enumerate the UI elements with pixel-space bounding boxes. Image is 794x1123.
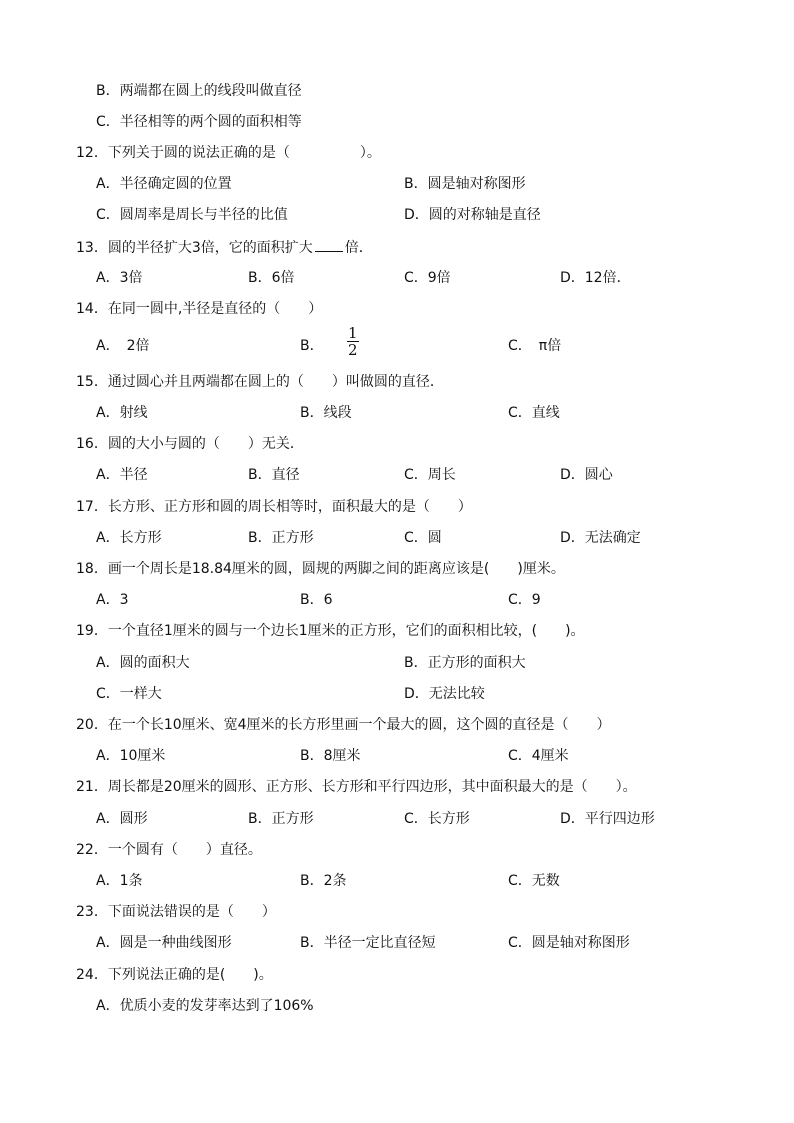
q20-option-a: A．10厘米 bbox=[96, 748, 166, 764]
q13-option-a: A．3倍 bbox=[96, 270, 143, 286]
q20-option-b: B．8厘米 bbox=[300, 748, 361, 764]
q23-option-b: B．半径一定比直径短 bbox=[300, 935, 436, 951]
q17-option-b: B．正方形 bbox=[248, 530, 314, 546]
q24-stem: 24．下列说法正确的是( )。 bbox=[76, 967, 273, 983]
q21-option-d: D．平行四边形 bbox=[560, 811, 655, 827]
q13-option-b: B．6倍 bbox=[248, 270, 295, 286]
q11-option-b: B．两端都在圆上的线段叫做直径 bbox=[96, 83, 302, 99]
q18-stem: 18．画一个周长是18.84厘米的圆，圆规的两脚之间的距离应该是( )厘米。 bbox=[76, 561, 565, 577]
q15-stem: 15．通过圆心并且两端都在圆上的（ ）叫做圆的直径． bbox=[76, 374, 444, 390]
q17-option-c: C．圆 bbox=[404, 530, 442, 546]
q14-stem: 14．在同一圆中,半径是直径的（ ） bbox=[76, 301, 323, 317]
q13-stem bbox=[76, 237, 373, 258]
q16-stem: 16．圆的大小与圆的（ ）无关． bbox=[76, 436, 304, 452]
q13-stem-before: 13．圆的半径扩大3倍，它的面积扩大 bbox=[76, 240, 313, 256]
q17-option-d: D．无法确定 bbox=[560, 530, 641, 546]
q21-option-c: C．长方形 bbox=[404, 811, 470, 827]
q19-option-c: C．一样大 bbox=[96, 686, 162, 702]
q21-option-a: A．圆形 bbox=[96, 811, 148, 827]
fraction-numerator: 1 bbox=[348, 324, 358, 342]
q13-option-d: D．12倍． bbox=[560, 270, 631, 286]
q12-stem: 12．下列关于圆的说法正确的是（ ）。 bbox=[76, 145, 381, 161]
q22-option-b: B．2条 bbox=[300, 873, 347, 889]
q14-option-c: C． π倍 bbox=[508, 338, 562, 354]
q24-option-a: A．优质小麦的发芽率达到了106% bbox=[96, 998, 314, 1014]
q22-option-c: C．无数 bbox=[508, 873, 560, 889]
q20-option-c: C．4厘米 bbox=[508, 748, 569, 764]
q17-option-a: A．长方形 bbox=[96, 530, 162, 546]
q19-option-d: D．无法比较 bbox=[404, 686, 485, 702]
q18-option-c: C．9 bbox=[508, 592, 541, 608]
q11-option-c: C．半径相等的两个圆的面积相等 bbox=[96, 114, 302, 130]
q23-option-c: C．圆是轴对称图形 bbox=[508, 935, 630, 951]
q16-option-b: B．直径 bbox=[248, 467, 300, 483]
q16-option-d: D．圆心 bbox=[560, 467, 613, 483]
q14-option-b: B． bbox=[300, 338, 324, 354]
q14-fraction-one-half bbox=[346, 325, 360, 358]
q12-option-c: C．圆周率是周长与半径的比值 bbox=[96, 207, 288, 223]
q12-option-b: B．圆是轴对称图形 bbox=[404, 176, 526, 192]
q23-stem: 23．下面说法错误的是（ ） bbox=[76, 904, 276, 920]
q22-stem: 22．一个圆有（ ）直径。 bbox=[76, 842, 262, 858]
q16-option-c: C．周长 bbox=[404, 467, 456, 483]
fraction-denominator: 2 bbox=[348, 341, 358, 359]
q21-stem: 21．周长都是20厘米的圆形、正方形、长方形和平行四边形，其中面积最大的是（ ）。 bbox=[76, 779, 637, 795]
q21-option-b: B．正方形 bbox=[248, 811, 314, 827]
q23-option-a: A．圆是一种曲线图形 bbox=[96, 935, 232, 951]
q18-option-a: A．3 bbox=[96, 592, 129, 608]
q20-stem: 20．在一个长10厘米、宽4厘米的长方形里画一个最大的圆，这个圆的直径是（ ） bbox=[76, 717, 611, 733]
q15-option-c: C．直线 bbox=[508, 405, 560, 421]
q15-option-a: A．射线 bbox=[96, 405, 148, 421]
q22-option-a: A．1条 bbox=[96, 873, 143, 889]
q19-option-b: B．正方形的面积大 bbox=[404, 655, 526, 671]
q13-answer-blank bbox=[315, 237, 343, 252]
q14-option-a: A． 2倍 bbox=[96, 338, 150, 354]
q15-option-b: B．线段 bbox=[300, 405, 352, 421]
q12-option-a: A．半径确定圆的位置 bbox=[96, 176, 232, 192]
q19-stem: 19．一个直径1厘米的圆与一个边长1厘米的正方形，它们的面积相比较，( )。 bbox=[76, 623, 585, 639]
q16-option-a: A．半径 bbox=[96, 467, 148, 483]
q18-option-b: B．6 bbox=[300, 592, 333, 608]
q12-option-d: D．圆的对称轴是直径 bbox=[404, 207, 541, 223]
q17-stem: 17．长方形、正方形和圆的周长相等时，面积最大的是（ ） bbox=[76, 499, 472, 515]
q13-option-c: C．9倍 bbox=[404, 270, 451, 286]
q19-option-a: A．圆的面积大 bbox=[96, 655, 190, 671]
q13-stem-after: 倍． bbox=[344, 240, 373, 256]
